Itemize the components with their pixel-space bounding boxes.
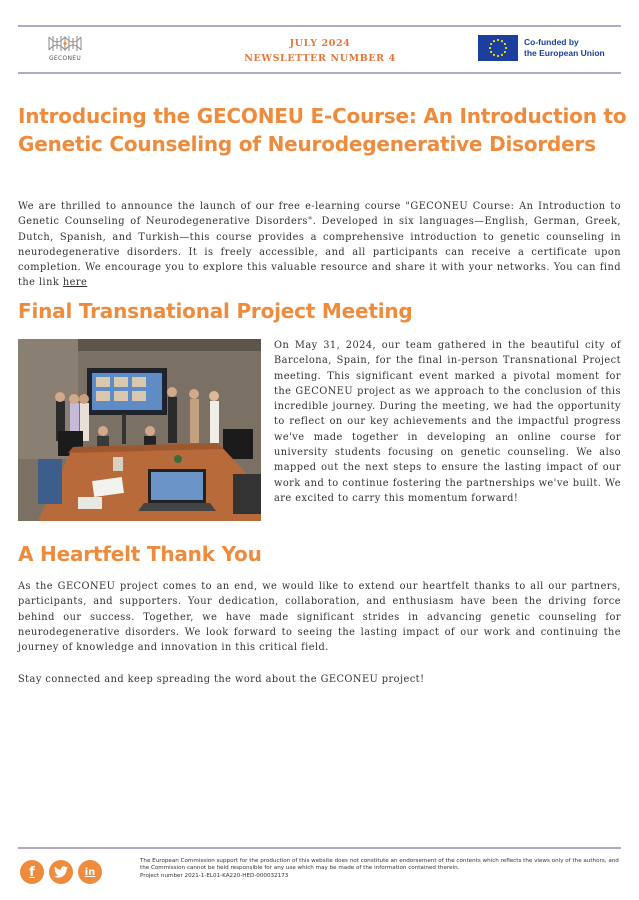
section-body-thanks: As the GECONEU project comes to an end, we would like to extend our heartfelt thanks to all our partners, participants, and supporters. Your dedication, collaboration, and enthusiasm have been the driving force behind our success. Together, we have made significant strides in advancing genetic counseling for neurodegenerative disorders. We look forward to seeing the lasting impact of our work and continuing the journey of knowledge and innovation in this critical field.: [18, 581, 621, 654]
geconeu-logo: [40, 33, 90, 67]
footer-disclaimer: [140, 858, 624, 880]
newsletter-issue: NEWSLETTER NUMBER 4: [244, 53, 396, 64]
facebook-glyph: f: [29, 864, 35, 880]
ecourse-text: We are thrilled to announce the launch of our free e-learning course "GECONEU Course: An Introduction to Genetic Counseling of Neurodegenerative Disorders". Developed in six languages—English, German, Greek, Dutch, Spanish, and Turkish—this course provides a comprehensive introduction to genetic counseling in neurodegenerative disorders. It is freely accessible, and all participants can receive a certificate upon completion. We encourage you to explore this valuable resource and share it with your networks. You can find the link: [18, 201, 621, 289]
twitter-icon[interactable]: [49, 860, 73, 884]
section-title-thanks: A Heartfelt Thank You: [18, 542, 262, 566]
eu-text-line2: the European Union: [524, 48, 605, 58]
newsletter-header: [220, 36, 420, 66]
eu-flag-icon: [478, 35, 518, 61]
section-body-ecourse: [18, 199, 621, 291]
linkedin-glyph: in: [84, 866, 96, 878]
header-top-rule: [18, 25, 621, 27]
newsletter-date: JULY 2024: [289, 38, 351, 49]
meeting-photo: [18, 339, 261, 521]
closing-line: Stay connected and keep spreading the word about the GECONEU project!: [18, 674, 425, 685]
eu-cofunded-logo: [478, 35, 605, 61]
section-title-meeting: Final Transnational Project Meeting: [18, 299, 413, 323]
project-number: Project number 2021-1-EL01-KA220-HED-000032173: [140, 872, 289, 879]
geconeu-logo-icon: [46, 33, 84, 53]
ecourse-link[interactable]: here: [62, 277, 88, 289]
eu-cofunded-text: [524, 37, 605, 59]
eu-text-line1: Co-funded by: [524, 37, 579, 47]
footer-rule: [18, 847, 621, 849]
disclaimer-text: The European Commission support for the production of this website does not constitute an endorsement of the contents which reflects the views only of the authors, and the Commission cannot be held responsible for any use which may be made of the information contained therein.: [140, 858, 619, 872]
section-title-ecourse: Introducing the GECONEU E-Course: An Introduction to Genetic Counseling of Neurodegenerative Disorders: [18, 104, 627, 156]
section-body-meeting: On May 31, 2024, our team gathered in the beautiful city of Barcelona, Spain, for the final in-person Transnational Project meeting. This significant event marked a pivotal moment for the GECONEU project as we approach to the conclusion of this incredible journey. During the meeting, we had the opportunity to reflect on our key achievements and the impactful progress we've made together in developing an online course for university students focusing on genetic counseling. We also mapped out the next steps to ensure the lasting impact of our work and to continue fostering the partnerships we've built. We are excited to carry this momentum forward!: [274, 340, 621, 504]
logo-wordmark: GECONEU: [48, 55, 82, 62]
facebook-icon[interactable]: [20, 860, 44, 884]
header-bottom-rule: [18, 72, 621, 74]
linkedin-icon[interactable]: [78, 860, 102, 884]
